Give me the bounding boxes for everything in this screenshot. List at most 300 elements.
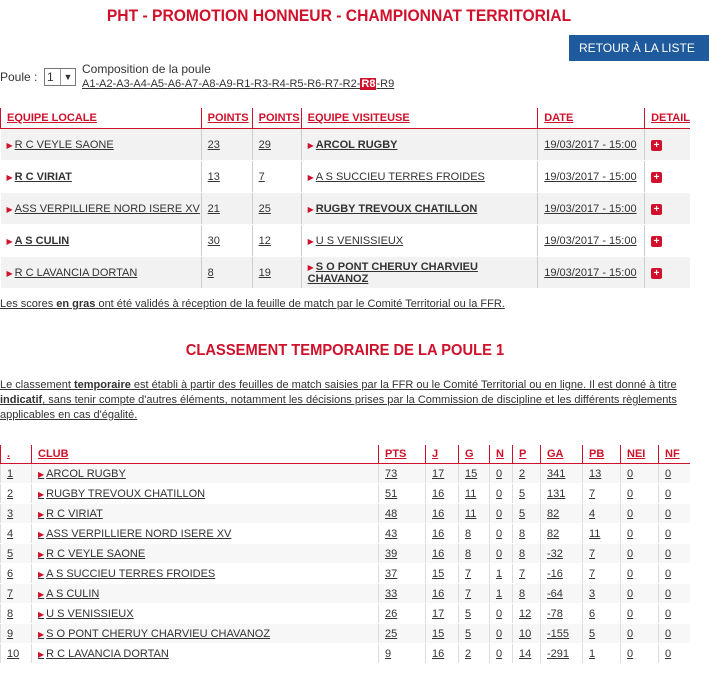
ranking-g: 8 <box>465 547 472 560</box>
header-n[interactable]: N <box>490 445 513 464</box>
poule-label: Poule : <box>0 70 38 84</box>
away-team-cell <box>301 129 538 161</box>
ranking-pts-cell <box>379 544 426 564</box>
header-date[interactable]: DATE <box>538 108 645 129</box>
back-to-list-button[interactable]: RETOUR À LA LISTE <box>569 35 709 61</box>
ranking-n-cell <box>490 484 513 504</box>
header-pts[interactable]: PTS <box>379 445 426 464</box>
composition-link-a1[interactable]: A1 <box>82 78 96 90</box>
ranking-nf-cell <box>659 544 691 564</box>
home-team-link[interactable]: R C VEYLE SAONE <box>14 138 114 151</box>
plus-icon[interactable]: + <box>651 140 662 151</box>
ranking-nei: 0 <box>627 567 634 580</box>
header-points-away[interactable]: POINTS <box>252 108 301 129</box>
ranking-p-cell <box>513 584 541 604</box>
points-home-cell <box>201 129 252 161</box>
plus-icon[interactable]: + <box>651 268 662 279</box>
ranking-club[interactable]: A S CULIN <box>46 587 100 600</box>
ranking-rank: 1 <box>7 467 14 480</box>
ranking-pts-cell <box>379 504 426 524</box>
ranking-n: 1 <box>496 587 503 600</box>
ranking-nei: 0 <box>627 627 634 640</box>
ranking-j: 16 <box>432 647 445 660</box>
match-date[interactable]: 19/03/2017 - 15:00 <box>544 202 637 215</box>
home-team-cell <box>1 129 202 161</box>
arrow-right-icon: ▶ <box>38 509 45 519</box>
points-away[interactable]: 25 <box>258 202 271 215</box>
ranking-j: 16 <box>432 547 445 560</box>
ranking-pb: 1 <box>589 647 596 660</box>
composition-separator: - <box>198 78 202 90</box>
ranking-p-cell <box>513 544 541 564</box>
plus-icon[interactable]: + <box>651 204 662 215</box>
match-row <box>1 161 691 193</box>
ranking-pb-cell <box>583 584 621 604</box>
composition-link-r9[interactable]: R9 <box>380 78 395 90</box>
ranking-pb-cell <box>583 464 621 484</box>
ranking-j-cell <box>426 604 459 624</box>
arrow-right-icon: ▶ <box>307 262 314 272</box>
home-team-cell <box>1 193 202 225</box>
composition-separator: - <box>268 78 272 90</box>
ranking-ga: -291 <box>547 647 570 660</box>
points-home[interactable]: 13 <box>207 170 220 183</box>
ranking-g: 7 <box>465 587 472 600</box>
composition-link-a5[interactable]: A5 <box>150 78 165 90</box>
arrow-right-icon: ▶ <box>307 204 314 214</box>
ranking-n-cell <box>490 504 513 524</box>
ranking-rank: 3 <box>7 507 14 520</box>
date-cell <box>538 161 645 193</box>
header-points-home[interactable]: POINTS <box>201 108 252 129</box>
ranking-j: 15 <box>432 567 445 580</box>
ranking-p: 12 <box>519 607 532 620</box>
composition-link-r7[interactable]: R7 <box>324 78 339 90</box>
points-away[interactable]: 19 <box>258 266 271 279</box>
ranking-nf: 0 <box>665 487 672 500</box>
match-row <box>1 193 691 225</box>
poule-select[interactable] <box>44 68 76 86</box>
ranking-table <box>0 445 690 664</box>
ranking-pts: 43 <box>385 527 398 540</box>
ranking-nei: 0 <box>627 467 634 480</box>
match-date[interactable]: 19/03/2017 - 15:00 <box>544 138 637 151</box>
ranking-g: 5 <box>465 627 472 640</box>
ranking-ga-cell <box>541 644 583 664</box>
away-team-cell <box>301 257 538 289</box>
ranking-pb-cell <box>583 524 621 544</box>
header-away-team[interactable]: EQUIPE VISITEUSE <box>301 108 538 129</box>
ranking-pb: 3 <box>589 587 596 600</box>
points-home-cell <box>201 257 252 289</box>
points-away-cell <box>252 161 301 193</box>
ranking-ga: -32 <box>547 547 563 560</box>
composition-link-a6[interactable]: A6 <box>167 78 182 90</box>
ranking-n: 0 <box>496 627 503 640</box>
arrow-right-icon: ▶ <box>38 529 45 539</box>
ranking-n-cell <box>490 644 513 664</box>
ranking-n-cell <box>490 524 513 544</box>
ranking-pb: 7 <box>589 487 596 500</box>
header-j[interactable]: J <box>426 445 459 464</box>
header-rank[interactable]: . <box>1 445 32 464</box>
ranking-g-cell <box>459 504 490 524</box>
ranking-nei-cell <box>621 644 659 664</box>
page-title: PHT - PROMOTION HONNEUR - CHAMPIONNAT TERRITORIAL <box>106 6 572 25</box>
points-away[interactable]: 12 <box>258 234 271 247</box>
ranking-p: 2 <box>519 467 526 480</box>
header-nf[interactable]: NF <box>659 445 691 464</box>
ranking-row <box>1 624 691 644</box>
ranking-j-cell <box>426 544 459 564</box>
points-away-cell <box>252 193 301 225</box>
ranking-club[interactable]: RUGBY TREVOUX CHATILLON <box>46 487 206 500</box>
composition-separator: - <box>356 78 361 90</box>
ranking-club-cell[interactable] <box>32 624 379 644</box>
ranking-pb: 5 <box>589 627 596 640</box>
ranking-g: 11 <box>465 487 477 500</box>
composition-link-r2[interactable]: R2 <box>342 78 357 90</box>
ranking-pts: 33 <box>385 587 398 600</box>
composition-separator: - <box>232 78 237 90</box>
composition-link-a9[interactable]: A9 <box>219 78 233 90</box>
header-pb[interactable]: PB <box>583 445 621 464</box>
ranking-j: 16 <box>432 487 445 500</box>
plus-icon[interactable]: + <box>651 236 662 247</box>
ranking-g: 5 <box>465 607 472 620</box>
ranking-pb: 6 <box>589 607 596 620</box>
ranking-nf-cell <box>659 504 691 524</box>
ranking-j-cell <box>426 624 459 644</box>
ranking-p: 8 <box>519 587 526 600</box>
ranking-pb: 7 <box>589 547 596 560</box>
poule-select-value: 1 <box>47 70 54 84</box>
ranking-ga: 341 <box>547 467 566 480</box>
home-team-link[interactable]: A S CULIN <box>14 234 70 247</box>
composition-link-a4[interactable]: A4 <box>133 78 147 90</box>
detail-cell <box>645 193 690 225</box>
match-date[interactable]: 19/03/2017 - 15:00 <box>544 234 637 247</box>
ranking-club-cell[interactable] <box>32 564 379 584</box>
ranking-nf-cell <box>659 564 691 584</box>
away-team-link[interactable]: A S SUCCIEU TERRES FROIDES <box>315 170 485 183</box>
ranking-club[interactable]: A S SUCCIEU TERRES FROIDES <box>46 567 216 580</box>
home-team-link[interactable]: R C LAVANCIA DORTAN <box>14 266 138 279</box>
ranking-club[interactable]: ASS VERPILLIERE NORD ISERE XV <box>46 527 232 540</box>
points-away-cell <box>252 129 301 161</box>
ranking-g: 8 <box>465 527 472 540</box>
chevron-down-icon: ▼ <box>60 69 75 85</box>
detail-cell <box>645 129 690 161</box>
header-detail[interactable]: DETAIL <box>645 108 690 129</box>
ranking-row <box>1 584 691 604</box>
ranking-nf-cell <box>659 464 691 484</box>
ranking-nei: 0 <box>627 487 634 500</box>
note-bold: en gras <box>56 298 96 310</box>
arrow-right-icon: ▶ <box>38 549 45 559</box>
ranking-pb: 11 <box>589 527 601 540</box>
ranking-pts: 25 <box>385 627 398 640</box>
ranking-j-cell <box>426 464 459 484</box>
ranking-club[interactable]: S O PONT CHERUY CHARVIEU CHAVANOZ <box>46 627 271 640</box>
points-away[interactable]: 7 <box>258 170 265 183</box>
ranking-club-cell[interactable] <box>32 604 379 624</box>
ranking-g-cell <box>459 604 490 624</box>
points-home[interactable]: 30 <box>207 234 220 247</box>
composition-links <box>82 78 394 90</box>
ranking-p-cell <box>513 504 541 524</box>
ranking-j-cell <box>426 564 459 584</box>
ranking-row <box>1 484 691 504</box>
date-cell <box>538 257 645 289</box>
ranking-p-cell <box>513 604 541 624</box>
ranking-ga-cell <box>541 584 583 604</box>
ranking-p: 14 <box>519 647 532 660</box>
ranking-pts: 39 <box>385 547 398 560</box>
composition-separator: - <box>129 78 134 90</box>
composition-separator: - <box>181 78 185 90</box>
ranking-ga: -16 <box>547 567 563 580</box>
ranking-ga-cell <box>541 484 583 504</box>
detail-cell <box>645 225 690 257</box>
ranking-pts-cell <box>379 604 426 624</box>
points-home[interactable]: 21 <box>207 202 220 215</box>
ranking-ga-cell <box>541 504 583 524</box>
ranking-nei-cell <box>621 544 659 564</box>
ranking-note-text-2: est établi à partir des feuilles de match saisies par la FFR ou le Comité Territorial ou en ligne. Il est donné à titre <box>130 379 677 391</box>
ranking-club-cell[interactable] <box>32 464 379 484</box>
composition-link-a3[interactable]: A3 <box>116 78 130 90</box>
ranking-row <box>1 504 691 524</box>
ranking-nei-cell <box>621 484 659 504</box>
ranking-n: 0 <box>496 647 503 660</box>
ranking-nei: 0 <box>627 587 634 600</box>
points-away-cell <box>252 257 301 289</box>
ranking-ga: -78 <box>547 607 563 620</box>
ranking-club[interactable]: U S VENISSIEUX <box>46 607 134 620</box>
header-nei[interactable]: NEI <box>621 445 659 464</box>
ranking-nei-cell <box>621 524 659 544</box>
header-ga[interactable]: GA <box>541 445 583 464</box>
home-team-cell <box>1 161 202 193</box>
ranking-club[interactable]: R C VEYLE SAONE <box>46 547 146 560</box>
ranking-ga-cell <box>541 524 583 544</box>
ranking-club[interactable]: R C VIRIAT <box>46 507 103 520</box>
ranking-rank-cell <box>1 604 32 624</box>
away-team-link[interactable]: ARCOL RUGBY <box>315 138 398 151</box>
ranking-club-cell[interactable] <box>32 584 379 604</box>
ranking-ga: -64 <box>547 587 563 600</box>
away-team-cell <box>301 225 538 257</box>
away-team-cell <box>301 161 538 193</box>
ranking-club-cell[interactable] <box>32 484 379 504</box>
header-p[interactable]: P <box>513 445 541 464</box>
ranking-pb-cell <box>583 644 621 664</box>
ranking-g-cell <box>459 524 490 544</box>
away-team-cell <box>301 193 538 225</box>
ranking-note <box>0 378 690 423</box>
ranking-p-cell <box>513 624 541 644</box>
ranking-n: 0 <box>496 507 503 520</box>
composition-label: Composition de la poule <box>82 62 211 76</box>
points-home-cell <box>201 161 252 193</box>
matches-table <box>0 108 690 289</box>
home-team-link[interactable]: ASS VERPILLIERE NORD ISERE XV <box>14 202 200 215</box>
ranking-row <box>1 564 691 584</box>
ranking-n-cell <box>490 604 513 624</box>
ranking-nf: 0 <box>665 547 672 560</box>
ranking-rank-cell <box>1 644 32 664</box>
ranking-ga: 82 <box>547 527 560 540</box>
ranking-ga-cell <box>541 464 583 484</box>
ranking-nei-cell <box>621 584 659 604</box>
away-team-link[interactable]: RUGBY TREVOUX CHATILLON <box>315 202 478 215</box>
ranking-rank-cell <box>1 584 32 604</box>
ranking-rank-cell <box>1 484 32 504</box>
ranking-nf: 0 <box>665 587 672 600</box>
composition-link-r6[interactable]: R6 <box>307 78 322 90</box>
arrow-right-icon: ▶ <box>38 629 45 639</box>
ranking-rank-cell <box>1 544 32 564</box>
ranking-n: 0 <box>496 527 503 540</box>
ranking-j: 17 <box>432 607 445 620</box>
ranking-club[interactable]: ARCOL RUGBY <box>46 467 126 480</box>
composition-separator: - <box>321 78 325 90</box>
composition-link-a7[interactable]: A7 <box>184 78 199 90</box>
ranking-nf: 0 <box>665 647 672 660</box>
ranking-ga-cell <box>541 564 583 584</box>
away-team-link[interactable]: U S VENISSIEUX <box>315 234 404 247</box>
composition-link-r4[interactable]: R4 <box>271 78 286 90</box>
home-team-cell <box>1 225 202 257</box>
ranking-row <box>1 524 691 544</box>
header-home-team[interactable]: EQUIPE LOCALE <box>1 108 202 129</box>
ranking-n: 0 <box>496 467 503 480</box>
ranking-pb: 7 <box>589 567 596 580</box>
ranking-g: 15 <box>465 467 478 480</box>
ranking-nei: 0 <box>627 547 634 560</box>
ranking-row <box>1 604 691 624</box>
composition-link-r5[interactable]: R5 <box>289 78 304 90</box>
ranking-n-cell <box>490 584 513 604</box>
ranking-nei-cell <box>621 464 659 484</box>
points-home-cell <box>201 193 252 225</box>
ranking-nei-cell <box>621 504 659 524</box>
ranking-p: 8 <box>519 547 526 560</box>
ranking-pts-cell <box>379 564 426 584</box>
ranking-pts-cell <box>379 644 426 664</box>
ranking-j: 15 <box>432 627 445 640</box>
composition-link-a8[interactable]: A8 <box>201 78 216 90</box>
ranking-pts-cell <box>379 464 426 484</box>
points-home[interactable]: 23 <box>207 138 220 151</box>
plus-icon[interactable]: + <box>651 172 662 183</box>
ranking-club[interactable]: R C LAVANCIA DORTAN <box>46 647 169 660</box>
ranking-rank: 8 <box>7 607 14 620</box>
ranking-ga-cell <box>541 604 583 624</box>
arrow-right-icon: ▶ <box>6 172 13 182</box>
ranking-nf: 0 <box>665 627 672 640</box>
ranking-club-cell[interactable] <box>32 644 379 664</box>
ranking-p: 8 <box>519 527 526 540</box>
composition-link-r1[interactable]: R1 <box>236 78 251 90</box>
composition-separator: - <box>303 78 308 90</box>
ranking-j: 16 <box>432 507 445 520</box>
ranking-row <box>1 464 691 484</box>
header-g[interactable]: G <box>459 445 490 464</box>
ranking-n: 0 <box>496 487 503 500</box>
composition-separator: - <box>376 78 381 90</box>
points-away[interactable]: 29 <box>258 138 271 151</box>
ranking-g-cell <box>459 464 490 484</box>
ranking-nei: 0 <box>627 647 634 660</box>
match-date[interactable]: 19/03/2017 - 15:00 <box>544 266 637 279</box>
ranking-nei: 0 <box>627 507 634 520</box>
ranking-pts-cell <box>379 584 426 604</box>
composition-separator: - <box>250 78 254 90</box>
ranking-note-text-3: , sans tenir compte d'autres éléments, notamment les décisions prises par la Commission de discipline et les différents règlements applicables en cas d'égalité. <box>0 394 677 421</box>
composition-link-r3[interactable]: R3 <box>254 78 269 90</box>
ranking-j: 17 <box>432 467 445 480</box>
ranking-nei: 0 <box>627 607 634 620</box>
ranking-pts-cell <box>379 524 426 544</box>
detail-cell <box>645 161 690 193</box>
composition-link-r8[interactable]: R8 <box>361 78 376 90</box>
ranking-rank: 5 <box>7 547 14 560</box>
ranking-j-cell <box>426 484 459 504</box>
ranking-row <box>1 544 691 564</box>
match-date[interactable]: 19/03/2017 - 15:00 <box>544 170 637 183</box>
ranking-g-cell <box>459 484 490 504</box>
ranking-nf: 0 <box>665 527 672 540</box>
ranking-pb-cell <box>583 544 621 564</box>
arrow-right-icon: ▶ <box>6 204 13 214</box>
home-team-link[interactable]: R C VIRIAT <box>14 170 72 183</box>
ranking-title: CLASSEMENT TEMPORAIRE DE LA POULE 1 <box>185 342 505 359</box>
ranking-g-cell <box>459 584 490 604</box>
ranking-nf: 0 <box>665 567 672 580</box>
note-text-1: Les scores <box>0 298 57 310</box>
ranking-pts: 73 <box>385 467 398 480</box>
header-club[interactable]: CLUB <box>32 445 379 464</box>
composition-link-a2[interactable]: A2 <box>99 78 113 90</box>
ranking-rank-cell <box>1 564 32 584</box>
ranking-rank-cell <box>1 464 32 484</box>
ranking-note-bold-1: temporaire <box>73 379 131 391</box>
ranking-pb-cell <box>583 564 621 584</box>
ranking-p: 5 <box>519 487 526 500</box>
ranking-pb-cell <box>583 624 621 644</box>
ranking-club-cell[interactable] <box>32 504 379 524</box>
note-text-2: ont été validés à réception de la feuille de match par le Comité Territorial ou la FFR. <box>95 298 505 310</box>
ranking-rank: 9 <box>7 627 14 640</box>
ranking-club-cell[interactable] <box>32 524 379 544</box>
ranking-club-cell[interactable] <box>32 544 379 564</box>
ranking-rank: 6 <box>7 567 14 580</box>
ranking-j-cell <box>426 524 459 544</box>
arrow-right-icon: ▶ <box>6 268 13 278</box>
ranking-nf-cell <box>659 484 691 504</box>
date-cell <box>538 225 645 257</box>
points-home[interactable]: 8 <box>207 266 214 279</box>
away-team-link[interactable]: S O PONT CHERUY CHARVIEU CHAVANOZ <box>307 260 478 285</box>
ranking-note-bold-2: indicatif <box>0 394 43 406</box>
ranking-n: 0 <box>496 547 503 560</box>
points-home-cell <box>201 225 252 257</box>
ranking-n-cell <box>490 544 513 564</box>
arrow-right-icon: ▶ <box>38 609 45 619</box>
ranking-nf-cell <box>659 604 691 624</box>
